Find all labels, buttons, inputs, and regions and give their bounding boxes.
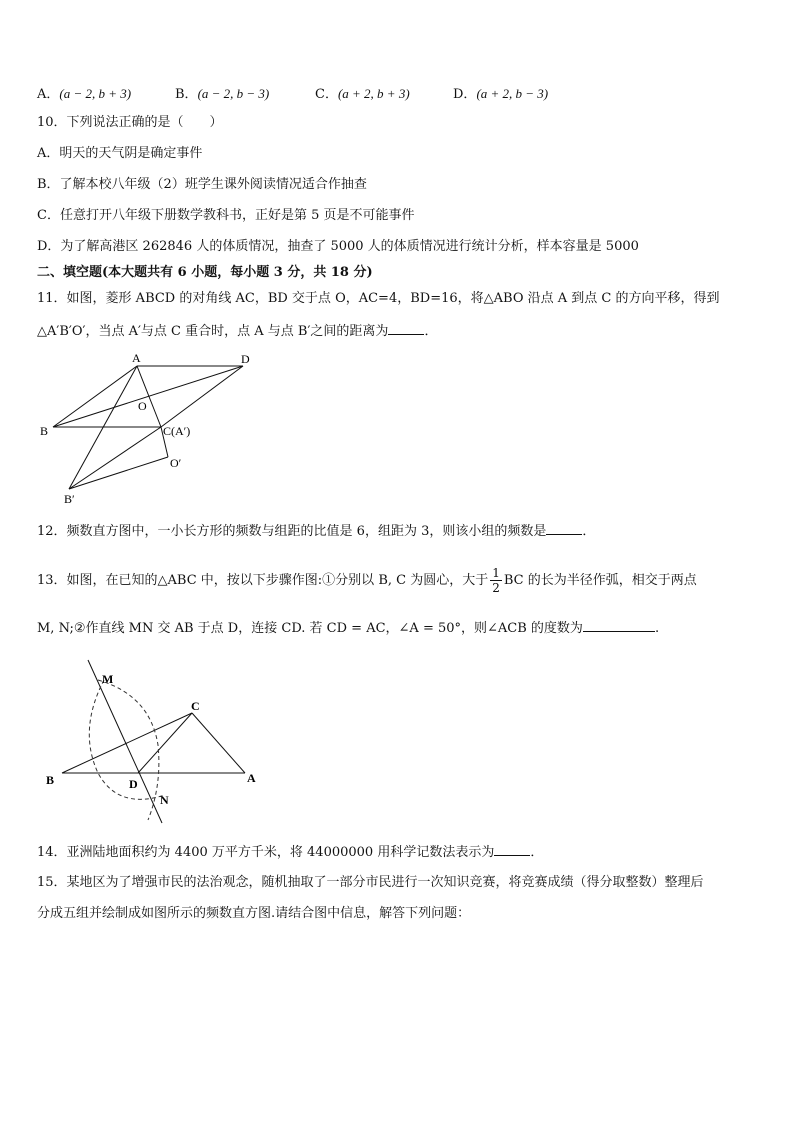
q13-line2: M, N;②作直线 MN 交 AB 于点 D，连接 CD. 若 CD = AC，∠A = 50°，则∠ACB 的度数为 . — [37, 621, 660, 636]
label-m: M — [102, 672, 114, 686]
label-c: C — [191, 699, 200, 713]
label-a: A — [247, 771, 256, 785]
fraction-one-half: $\frac{1}{2}$ — [492, 566, 500, 595]
label-d: D — [241, 352, 250, 366]
q9-option-b: B．(a − 2, b − 3) — [175, 86, 270, 102]
label-o-prime: O′ — [170, 456, 182, 470]
q11-line2: △A′B′O′，当点 A′与点 C 重合时，点 A 与点 B′之间的距离为 ． — [37, 324, 438, 339]
q10-option-d: D．为了解高港区 262846 人的体质情况，抽查了 5000 人的体质情况进行统计分析，样本容量是 5000 — [37, 239, 639, 254]
label-d: D — [129, 777, 138, 791]
label-o: O — [138, 399, 147, 413]
label-b: B — [46, 773, 55, 787]
q12-text: 12．频数直方图中，一小长方形的频数与组距的比值是 6，组距为 3，则该小组的频数是 ． — [37, 524, 596, 539]
q10-stem: 10．下列说法正确的是（ ） — [37, 115, 223, 130]
q9-option-d: D．(a + 2, b − 3) — [453, 86, 549, 102]
q11-line1: 11．如图，菱形 ABCD 的对角线 AC，BD 交于点 O，AC=4，BD=16，将△ABO 沿点 A 到点 C 的方向平移，得到 — [37, 291, 720, 306]
answer-blank — [546, 522, 582, 535]
q13-line1: 13．如图，在已知的△ABC 中，按以下步骤作图:①分别以 B, C 为圆心，大于 $\frac{1}{2}$ BC 的长为半径作弧，相交于两点 — [37, 566, 697, 595]
label-c: C(A′) — [163, 424, 191, 438]
label-b-prime: B′ — [64, 492, 75, 506]
q9-option-c: C．(a + 2, b + 3) — [315, 86, 410, 102]
q10-option-c: C．任意打开八年级下册数学教科书，正好是第 5 页是不可能事件 — [37, 208, 415, 223]
label-a: A — [132, 351, 141, 365]
q15-line1: 15．某地区为了增强市民的法治观念，随机抽取了一部分市民进行一次知识竞赛，将竞赛成绩（得分取整数）整理后 — [37, 875, 704, 890]
answer-blank — [388, 322, 424, 335]
q14-text: 14．亚洲陆地面积约为 4400 万平方千米，将 44000000 用科学记数法表示为 ． — [37, 845, 544, 860]
answer-blank — [494, 843, 530, 856]
q10-option-a: A．明天的天气阴是确定事件 — [37, 146, 203, 161]
q9-option-a: A．(a − 2, b + 3) — [37, 86, 132, 102]
section-title: 二、填空题(本大题共有 6 小题，每小题 3 分，共 18 分) — [37, 265, 373, 280]
q13-figure — [40, 655, 270, 830]
answer-blank — [583, 619, 655, 632]
q10-option-b: B．了解本校八年级（2）班学生课外阅读情况适合作抽查 — [37, 177, 367, 192]
q15-line2: 分成五组并绘制成如图所示的频数直方图.请结合图中信息，解答下列问题： — [37, 906, 471, 921]
label-b: B — [40, 424, 49, 438]
q11-figure — [36, 350, 266, 510]
label-n: N — [160, 793, 169, 807]
